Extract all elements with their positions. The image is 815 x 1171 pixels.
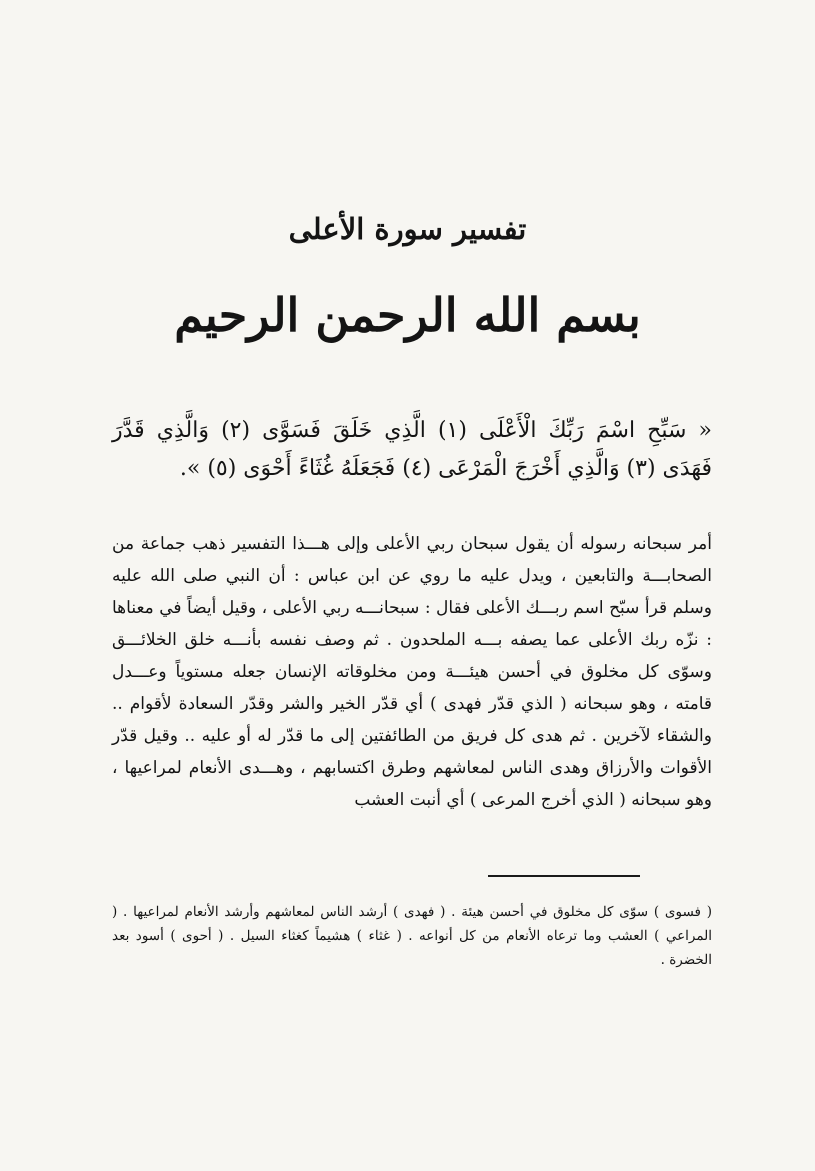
quran-verses: « سَبِّحِ اسْمَ رَبِّكَ الْأَعْلَى (١) الَّذِي خَلَقَ فَسَوَّى (٢) وَالَّذِي قَدَّرَ فَهَدَى (٣) وَالَّذِي أَخْرَجَ الْمَرْعَى (٤) فَجَعَلَهُ غُثَاءً أَحْوَى (٥) ».	[112, 418, 713, 481]
footnote: ( فسوى ) سوّى كل مخلوق في أحسن هيئة . ( فهدى ) أرشد الناس لمعاشهم وأرشد الأنعام لمراعيها . ( المراعي ) العشب وما ترعاه الأنعام من كل أنواعه . ( غثاء ) هشيماً كغثاء السيل . ( أحوى ) أسود بعد الخضرة .	[112, 904, 712, 968]
tafsir-paragraph: أمر سبحانه رسوله أن يقول سبحان ربي الأعلى وإلى هـــذا التفسير ذهب جماعة من الصحابـــة والتابعين ، ويدل عليه ما روي عن ابن عباس : أن النبي صلى الله عليه وسلم قرأ سبّح اسم ربـــك الأعلى فقال : سبحانـــه ربي الأعلى ، وقيل أيضاً في معناها : نزّه ربك الأعلى عما يصفه بـــه الملحدون . ثم وصف نفسه بأنـــه خلق الخلائـــق وسوّى كل مخلوق في أحسن هيئـــة ومن مخلوقاته الإنسان جعله مستوياً وعـــدل قامته ، وهو سبحانه ( الذي قدّر فهدى ) أي قدّر الخير والشر وقدّر السعادة لأقوام .. والشقاء لآخرين . ثم هدى كل فريق من الطائفتين إلى ما قدّر له أو عليه .. وقيل قدّر الأقوات والأرزاق وهدى الناس لمعاشهم وطرق اكتسابهم ، وهـــدى الأنعام لمراعيها ، وهو سبحانه ( الذي أخرج المرعى ) أي أنبت العشب	[112, 534, 712, 810]
tafsir-body	[112, 528, 712, 816]
footnote-separator	[488, 875, 640, 877]
surah-title: تفسير سورة الأعلى	[288, 212, 527, 246]
basmala-calligraphy: بسم الله الرحمن الرحيم	[174, 288, 641, 342]
